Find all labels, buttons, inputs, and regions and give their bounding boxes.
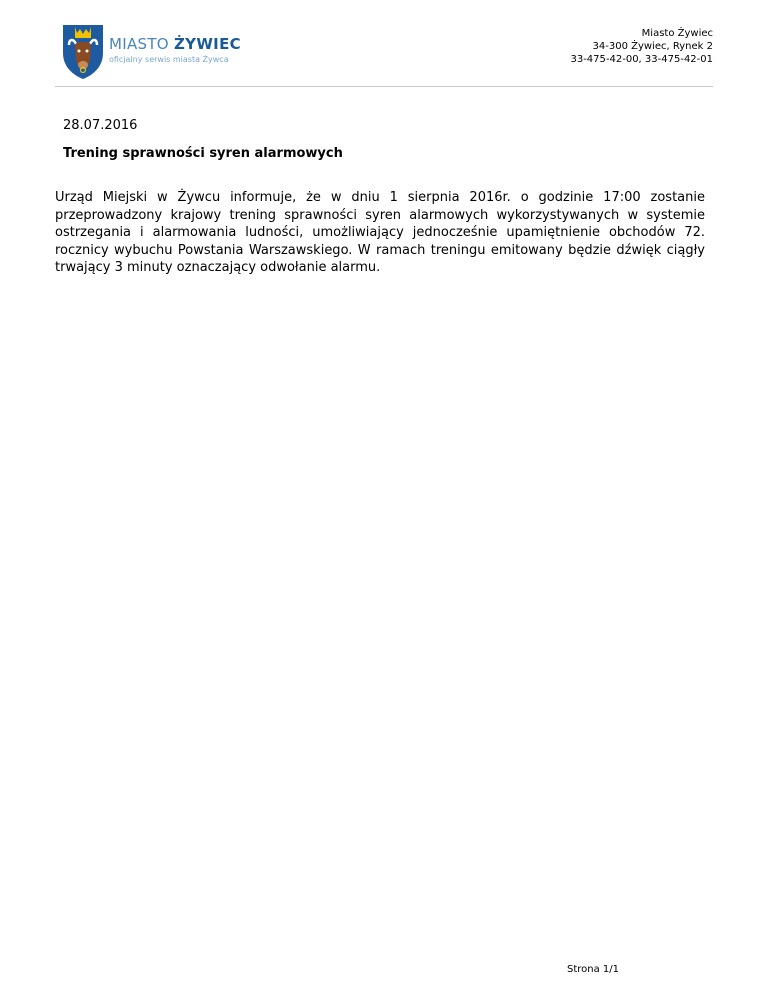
article-date: 28.07.2016 [63,118,138,133]
page-number: Strona 1/1 [567,964,620,975]
logo-subtitle: oficjalny serwis miasta Żywca [109,55,229,64]
contact-phones: 33-475-42-00, 33-475-42-01 [570,54,713,65]
logo-title-part2: ŻYWIEC [174,35,241,53]
logo-title [109,35,241,53]
city-logo [61,23,261,81]
article-body: Urząd Miejski w Żywcu informuje, że w dniu 1 sierpnia 2016r. o godzinie 17:00 zostanie przeprowadzony krajowy trening sprawności syren alarmowych wykorzystywanych w systemie ostrzegania i alarmowania ludności, umożliwiający jednocześnie upamiętnienie obchodów 72. rocznicy wybuchu Powstania Warszawskiego. W ramach treningu emitowany będzie dźwięk ciągły trwający 3 minuty oznaczający odwołanie alarmu. [55,190,705,275]
logo-title-part1: MIASTO [109,35,174,53]
city-crest-icon [61,23,105,81]
contact-address: 34-300 Żywiec, Rynek 2 [592,41,713,52]
contact-name: Miasto Żywiec [641,28,713,39]
contact-info [570,27,713,66]
page-header [55,20,713,87]
article-title: Trening sprawności syren alarmowych [63,146,343,161]
